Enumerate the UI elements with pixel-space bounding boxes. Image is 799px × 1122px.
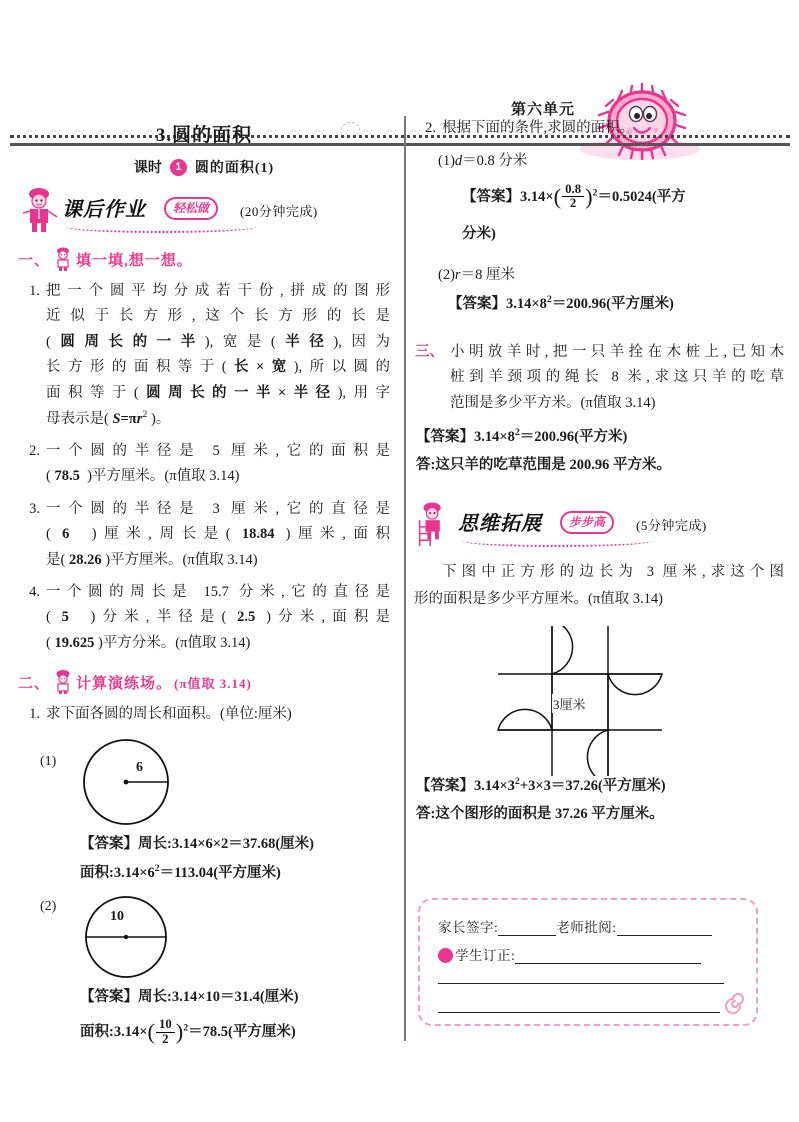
q4-answer-1: 5 (61, 609, 69, 626)
question-1-line4 (46, 355, 390, 380)
q2-l2-post: )平方厘米。(π值取 3.14) (87, 468, 240, 485)
sub2-ans-post: ＝200.96(平方厘米) (551, 295, 674, 312)
unit-label: 第六单元 (510, 102, 575, 118)
right-q2-sub2 (438, 262, 784, 290)
formula-eq-pi: =π (120, 410, 137, 427)
left-paren: ( (147, 1019, 155, 1045)
lesson-header (18, 157, 390, 177)
section-two-note: (π值取 3.14) (174, 675, 252, 691)
question-1-number: 1. (29, 283, 40, 299)
q3-answer-1: 6 (62, 526, 70, 543)
sub1-value: ＝0.8 分米 (462, 153, 528, 170)
q3-answer-2: 18.84 (241, 526, 275, 543)
sub2-label: (2) (438, 267, 455, 283)
fig1-area-pre: 面积:3.14×6 (80, 864, 155, 881)
question-4 (18, 580, 390, 656)
right-paren-2: ) (585, 183, 593, 209)
figure-1-answer-area (80, 859, 390, 887)
thinking-line2: 形的面积是多少平方厘米。(π值取 3.14) (414, 590, 663, 607)
question-1-line6 (46, 406, 390, 432)
question-3-line2 (46, 522, 390, 547)
question-4-line3 (46, 631, 390, 656)
section-three-line2: 桩到羊颈项的绳长 8 米,求这只羊的吃草 (450, 369, 784, 386)
figure-1-dimension: 6 (136, 760, 143, 776)
question-4-number: 4. (29, 583, 40, 600)
q3-l2-mid: )厘米,周长是( (91, 526, 231, 543)
circle-figure-1 (18, 734, 390, 826)
spiral-decoration-icon (718, 990, 748, 1020)
question-1-line5 (46, 381, 390, 406)
fraction-10-2 (156, 1018, 175, 1046)
sub1-answer-line2: 分米) (462, 225, 496, 242)
q1-answer-2: 半径 (275, 333, 334, 350)
right-question-2 (414, 116, 784, 141)
s2-q1-text: 求下面各圆的周长和面积。(单位:厘米) (46, 706, 292, 723)
q1-l4-post: ),所以圆的 (293, 359, 390, 376)
section-two-title: 计算演练场。 (76, 675, 173, 692)
question-2-number: 2. (29, 443, 40, 460)
sub1-label: (1) (438, 153, 455, 170)
frac-numerator: 10 (156, 1018, 175, 1032)
parent-signature-row (438, 916, 712, 936)
question-1-line1: 把一个圆平均分成若干份,拼成的图形 (46, 283, 390, 299)
q1-answer-1: 圆周长的一半 (50, 333, 205, 350)
sub1-ans-pre: 【答案】3.14× (462, 189, 554, 206)
question-1 (18, 279, 390, 432)
question-2 (18, 439, 390, 490)
sub1-variable: d (454, 153, 463, 170)
section-three-marker: 三、 (415, 343, 444, 360)
section-three-line1: 小明放羊时,把一只羊拴在木桩上,已知木 (450, 343, 784, 360)
think-ans-sup: 2 (514, 775, 520, 787)
question-1-line2: 近似于长方形,这个长方形的长是 (46, 308, 390, 325)
fig2-area-pre: 面积:3.14× (80, 1024, 148, 1041)
section-one-header (18, 247, 390, 271)
section-two-marker: 二、 (18, 675, 51, 692)
fraction-08-2 (562, 183, 584, 211)
student-icon (438, 948, 453, 963)
pinwheel-figure-wrap (414, 612, 784, 772)
q4-l2-mid: )分米,半径是( (90, 609, 227, 626)
q4-answer-3: 19.625 (54, 634, 95, 651)
formula-exponent: 2 (142, 408, 148, 420)
q1-l5-post: ),用字 (337, 384, 390, 401)
girl-on-ladder-icon (414, 501, 456, 547)
homework-banner-pill: 轻松做 (164, 197, 218, 220)
thinking-conclusion: 答:这个图形的面积是 37.26 平方厘米。 (416, 805, 664, 822)
right-q2-number: 2. (425, 120, 436, 136)
homework-banner-title: 课后作业 (62, 199, 146, 221)
sub1-ans-post: ＝0.5024(平方 (597, 189, 686, 206)
question-2-line1: 一个圆的半径是 5 厘米,它的面积是 (46, 443, 390, 460)
question-3-line1: 一个圆的半径是 3 厘米,它的直径是 (46, 500, 390, 517)
correction-line-3[interactable] (438, 1012, 720, 1013)
parent-signature-label: 家长签字: (438, 920, 499, 935)
correction-line-2[interactable] (438, 983, 724, 984)
right-q2-sub1 (438, 148, 784, 176)
question-1-line3 (46, 330, 390, 355)
figure-1-answer-circumference: 【答案】周长:3.14×6×2＝37.68(厘米) (80, 836, 315, 853)
s3-ans-sup: 2 (514, 427, 520, 439)
student-correction-label: 学生订正: (455, 948, 516, 963)
frac-denominator: 2 (162, 1031, 169, 1046)
sub1-frac-num: 0.8 (562, 183, 584, 197)
q1-l3-mid: ),宽是( (204, 333, 276, 350)
think-ans-post: +3×3＝37.26(平方厘米) (519, 777, 666, 794)
thinking-time-limit: (5分钟完成) (636, 518, 707, 534)
fig1-area-sup: 2 (154, 862, 160, 874)
homework-banner (18, 189, 390, 233)
think-ans-pre: 【答案】3.14×3 (416, 777, 515, 794)
q3-answer-3: 28.26 (68, 551, 102, 568)
sub2-value: ＝8 厘米 (460, 267, 515, 283)
student-correction-row (438, 944, 701, 964)
circle-figure-2 (18, 893, 390, 979)
q4-answer-2: 2.5 (237, 609, 256, 626)
s3-ans-pre: 【答案】3.14×8 (416, 428, 515, 445)
q1-l3-post: ),因为 (333, 333, 390, 350)
figure-2-answer-area (80, 1011, 390, 1055)
q4-l2-post: )分米,面积是 (266, 609, 391, 626)
sub1-answer-line1 (462, 176, 784, 220)
section-two-header (18, 670, 390, 694)
fig2-area-sup: 2 (183, 1022, 189, 1034)
lesson-name: 圆的面积(1) (194, 161, 275, 176)
parent-signature-field[interactable] (498, 921, 556, 936)
thinking-line1: 下图中正方形的边长为 3 厘米,求这个图 (442, 564, 784, 581)
q4-l2-pre: ( (46, 609, 51, 626)
lesson-number-badge: 1 (170, 159, 187, 176)
question-3-line3 (46, 548, 390, 573)
thinking-banner (414, 503, 784, 551)
question-4-line2 (46, 605, 390, 630)
kid-icon-2 (52, 670, 74, 694)
sub1-frac-den: 2 (569, 196, 577, 211)
s2-q1-number: 1. (29, 706, 40, 723)
section-two-question-1 (18, 702, 390, 727)
thinking-banner-title: 思维拓展 (458, 513, 542, 536)
q3-l3-pre: 是( (46, 551, 66, 568)
page-title: 3.圆的面积 (155, 125, 253, 146)
q2-l2-pre: ( (46, 468, 51, 485)
left-column (18, 114, 390, 1055)
thinking-answer (416, 772, 784, 800)
sub2-ans-pre: 【答案】3.14×8 (448, 295, 547, 312)
question-4-line1: 一个圆的周长是 15.7 分米,它的直径是 (46, 583, 390, 600)
student-correction-field[interactable] (515, 949, 701, 964)
section-one-marker: 一、 (18, 252, 51, 269)
q3-l2-post: )厘米,面积 (285, 526, 391, 543)
question-3-number: 3. (29, 500, 40, 517)
formula-r: r (136, 410, 143, 427)
question-3 (18, 497, 390, 573)
section-three-conclusion: 答:这只羊的吃草范围是 200.96 平方米。 (416, 457, 671, 474)
section-three-answer (416, 423, 784, 451)
lesson-prefix: 课时 (133, 161, 162, 176)
figure-2-label: (2) (40, 898, 57, 914)
q1-l3-pre: ( (46, 333, 51, 350)
girl-writing-icon (18, 187, 60, 233)
fig2-area-post: ＝78.5(平方厘米) (188, 1024, 296, 1041)
formula-S: S (112, 410, 121, 427)
q4-l3-pre: ( (46, 634, 51, 651)
figure-2-dimension: 10 (110, 908, 124, 924)
section-three (414, 340, 784, 480)
question-2-line2 (46, 464, 390, 489)
kid-icon (52, 247, 74, 271)
q2-answer-1: 78.5 (54, 468, 80, 485)
sub2-variable: r (454, 267, 461, 283)
circle-diameter-diagram (76, 893, 186, 979)
sub1-ans-sup: 2 (592, 187, 598, 199)
q1-l6-post: )。 (150, 410, 171, 427)
teacher-review-field[interactable] (617, 921, 712, 936)
signature-box (418, 898, 758, 1026)
q1-l5-pre: 面积等于( (46, 384, 139, 401)
circle-radius-diagram (76, 736, 186, 828)
q1-l6-pre: 母表示是( (46, 410, 109, 427)
thinking-question (414, 559, 784, 611)
q1-answer-3: 长×宽 (226, 359, 294, 376)
s3-ans-post: ＝200.96(平方米) (519, 428, 628, 445)
sub2-answer (448, 290, 784, 318)
right-q2-text: 根据下面的条件,求圆的面积。 (442, 120, 635, 136)
q3-l3-post: )平方厘米。(π值取 3.14) (105, 551, 258, 568)
figure-1-label: (1) (40, 754, 57, 770)
q1-answer-4: 圆周长的一半×半径 (138, 384, 338, 401)
figure-2-answer-circumference: 【答案】周长:3.14×10＝31.4(厘米) (80, 988, 299, 1005)
q1-l4-pre: 长方形的面积等于( (46, 359, 227, 376)
section-three-line3: 范围是多少平方米。(π值取 3.14) (450, 394, 656, 411)
pinwheel-side-label: 3厘米 (552, 694, 587, 713)
left-paren-2: ( (553, 183, 562, 209)
banner-swoosh-decoration (66, 221, 256, 233)
thinking-banner-pill: 步步高 (560, 511, 614, 534)
sub2-ans-sup: 2 (546, 293, 552, 305)
homework-time-limit: (20分钟完成) (240, 204, 318, 219)
fig1-area-post: ＝113.04(平方厘米) (159, 864, 281, 881)
q3-l2-pre: ( (46, 526, 51, 543)
right-column (414, 114, 784, 828)
page-header (0, 40, 799, 118)
right-paren: ) (175, 1019, 184, 1045)
column-divider (404, 116, 406, 1041)
thinking-banner-swoosh (462, 535, 652, 547)
q4-l3-post: )平方分米。(π值取 3.14) (97, 634, 251, 651)
teacher-review-label: 老师批阅: (556, 920, 617, 935)
section-one-title: 填一填,想一想。 (76, 252, 193, 269)
